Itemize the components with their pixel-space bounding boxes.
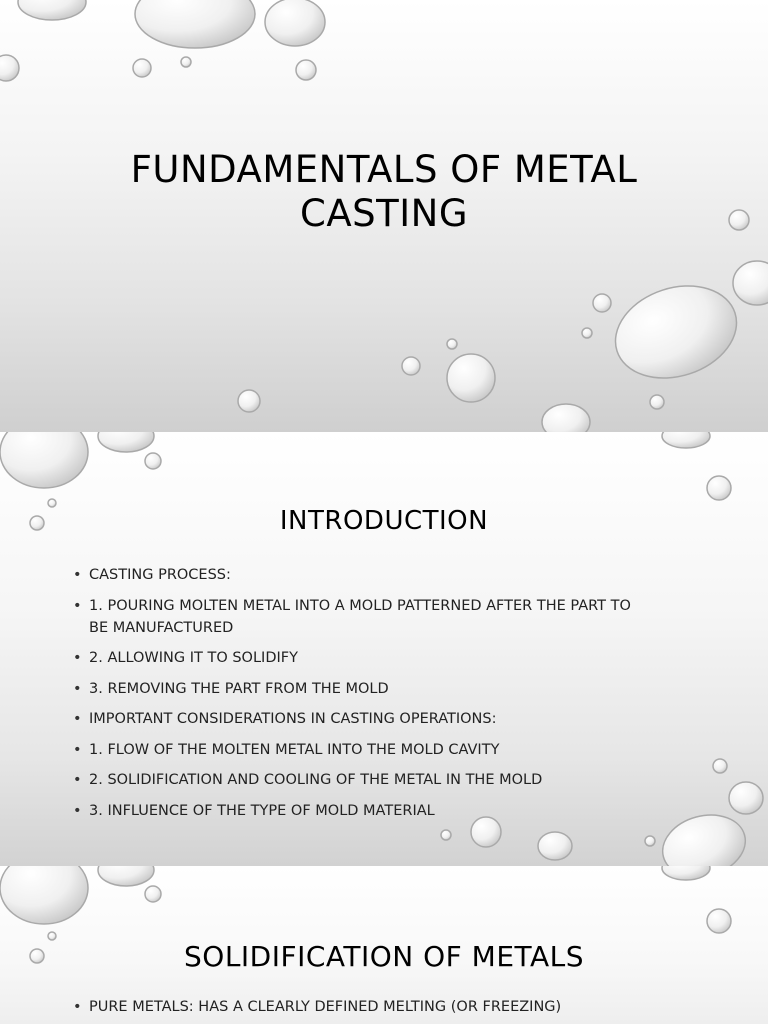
bullet-item: • 1. FLOW OF THE MOLTEN METAL INTO THE MOLD CAVITY [72,739,632,761]
bullet-item: • 1. POURING MOLTEN METAL INTO A MOLD PATTERNED AFTER THE PART TO BE MANUFACTURED [72,595,632,639]
slide-title [0,0,768,432]
title-line-2: CASTING [300,192,468,235]
bullet-item: • CASTING PROCESS: [72,564,632,586]
bullet-item: • 2. SOLIDIFICATION AND COOLING OF THE METAL IN THE MOLD [72,769,632,791]
slide-heading-introduction: INTRODUCTION [279,506,489,536]
bullet-item: • PURE METALS: HAS A CLEARLY DEFINED MELTING (OR FREEZING) [72,996,632,1018]
slide-heading-solidification: SOLIDIFICATION OF METALS [184,940,584,973]
bullet-item: • 3. INFLUENCE OF THE TYPE OF MOLD MATERIAL [72,800,632,822]
bullet-item: • 2. ALLOWING IT TO SOLIDIFY [72,647,632,669]
bullet-list-solidification [72,996,632,1024]
bullet-item: • 3. REMOVING THE PART FROM THE MOLD [72,678,632,700]
presentation-title [84,148,684,236]
bullet-list-introduction [72,564,632,830]
slide-solidification [0,866,768,1024]
title-line-1: FUNDAMENTALS OF METAL [130,148,638,191]
bullet-item: • IMPORTANT CONSIDERATIONS IN CASTING OPERATIONS: [72,708,632,730]
slide-introduction [0,432,768,866]
